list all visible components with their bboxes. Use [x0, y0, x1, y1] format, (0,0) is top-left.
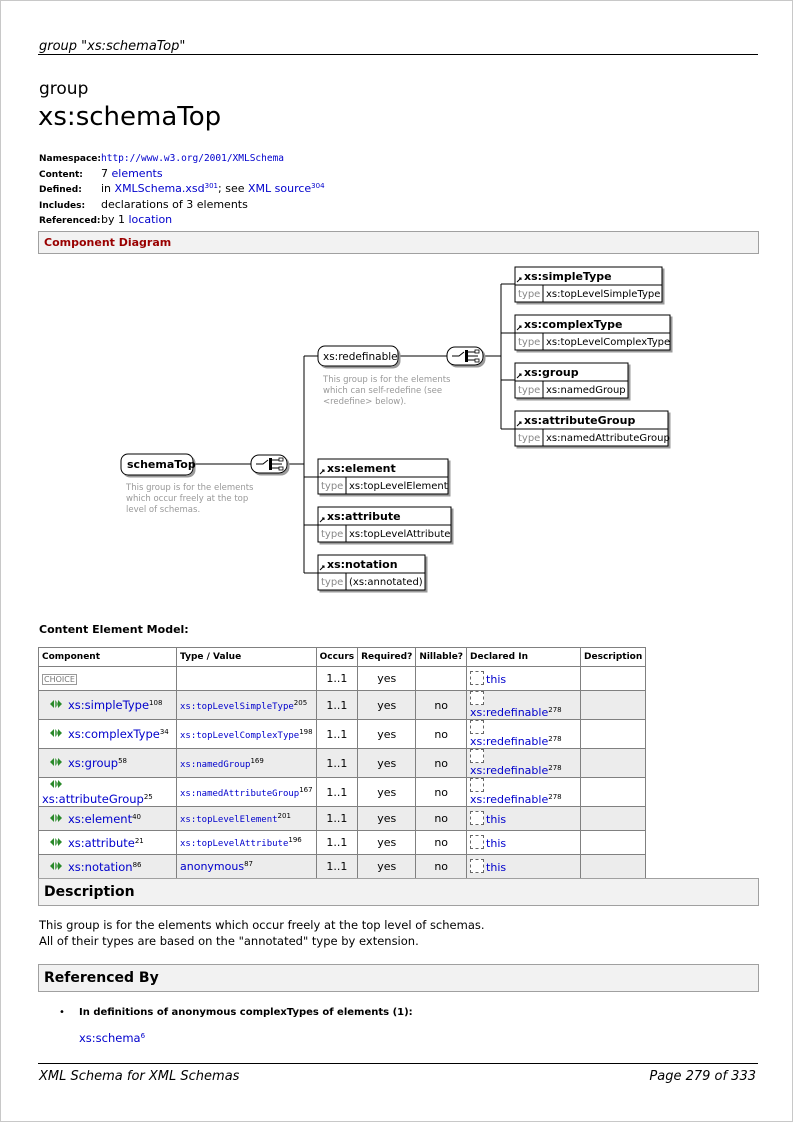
type-link[interactable]: anonymous	[180, 860, 245, 873]
component-diagram-heading: Component Diagram	[44, 236, 172, 249]
location-link[interactable]: location	[128, 213, 173, 226]
svg-text:<redefine> below).: <redefine> below).	[323, 397, 407, 407]
required-cell: yes	[358, 749, 416, 778]
nillable-cell: no	[416, 749, 467, 778]
required-cell: yes	[358, 691, 416, 720]
page-title: xs:schemaTop	[38, 102, 222, 132]
description-cell	[581, 855, 646, 879]
referenced-label: Referenced:	[39, 216, 101, 226]
component-link[interactable]: xs:attribute	[68, 835, 135, 850]
node-name: xs:group	[524, 366, 579, 379]
node-type-label: type	[321, 577, 344, 588]
diagram-element-node	[318, 459, 448, 494]
occurs-cell: 1..1	[316, 691, 358, 720]
declared-in-link[interactable]: xs:redefinable	[470, 793, 549, 806]
component-link[interactable]: xs:attributeGroup	[42, 791, 144, 806]
schemaTop-node	[121, 454, 254, 515]
diagram-element-node	[515, 363, 628, 398]
namespace-link[interactable]: http://www.w3.org/2001/XMLSchema	[101, 153, 285, 164]
footer-right: Page 279 of 333	[649, 1069, 756, 1084]
defined-file-link[interactable]: XMLSchema.xsd$^{301}$	[114, 182, 219, 195]
declared-in-icon	[470, 811, 484, 825]
referenced-by-bar	[38, 964, 759, 992]
type-link[interactable]: xs:topLevelComplexType	[180, 730, 300, 741]
node-type-value: xs:topLevelElement	[349, 481, 448, 492]
required-cell: yes	[358, 667, 416, 691]
content-model-table	[38, 647, 646, 879]
content-label: Content:	[39, 169, 83, 180]
col-occurs: Occurs	[316, 648, 358, 667]
nillable-cell: no	[416, 691, 467, 720]
element-ref-icon	[50, 729, 64, 738]
description-text	[39, 917, 485, 949]
svg-text:which occur freely at the top: which occur freely at the top	[126, 494, 249, 504]
xml-source-link[interactable]: XML source$^{304}$	[247, 182, 325, 195]
declared-in-link[interactable]: this	[486, 673, 507, 686]
component-link[interactable]: xs:complexType	[68, 727, 160, 741]
namespace-label: Namespace:	[39, 154, 101, 164]
table-header-row	[39, 648, 646, 667]
component-link[interactable]: xs:notation	[68, 859, 133, 874]
referenced-category: In definitions of anonymous complexTypes of elements (1):	[79, 1007, 413, 1018]
nillable-cell: no	[416, 855, 467, 879]
declared-in-icon	[470, 671, 484, 685]
table-row: xs:simpleType$^{108}$ xs:topLevelSimpleType$^{205}$ 1..1 yes no xs:redefinable$^{278}$	[39, 691, 646, 720]
node-name: xs:simpleType	[524, 270, 612, 283]
svg-text:level of schemas.: level of schemas.	[126, 505, 201, 515]
table-row: xs:group$^{58}$ xs:namedGroup$^{169}$ 1..1 yes no xs:redefinable$^{278}$	[39, 749, 646, 778]
includes-label: Includes:	[39, 200, 86, 211]
declared-in-link[interactable]: xs:redefinable	[470, 735, 549, 748]
component-link[interactable]: xs:group	[68, 756, 119, 770]
includes-value: declarations of 3 elements	[101, 197, 248, 211]
type-link[interactable]: xs:topLevelAttribute	[180, 839, 289, 849]
component-diagram	[1, 256, 792, 616]
occurs-cell: 1..1	[316, 749, 358, 778]
referenced-item[interactable]: xs:schema$^6$	[79, 1031, 146, 1045]
header-rule	[38, 54, 758, 55]
nillable-cell: no	[416, 778, 467, 807]
col-component: Component	[39, 648, 177, 667]
footer-left: XML Schema for XML Schemas	[39, 1069, 240, 1084]
node-name: xs:notation	[327, 558, 398, 571]
component-link[interactable]: xs:element	[68, 811, 133, 826]
col-type: Type / Value	[177, 648, 317, 667]
node-name: xs:attribute	[327, 510, 401, 523]
footer-rule	[38, 1063, 758, 1064]
description-line: This group is for the elements which occur freely at the top level of schemas.	[39, 918, 485, 932]
node-type-value: xs:topLevelComplexType	[546, 337, 671, 348]
diagram-element-node	[515, 267, 662, 302]
bullet: •	[59, 1007, 65, 1018]
node-type-label: type	[518, 337, 541, 348]
type-link[interactable]: xs:namedGroup	[180, 759, 251, 770]
occurs-cell: 1..1	[316, 831, 358, 855]
declared-in-icon	[470, 720, 484, 734]
defined-label: Defined:	[39, 185, 82, 195]
required-cell: yes	[358, 855, 416, 879]
table-row: xs:attribute$^{21}$ xs:topLevelAttribute$^{196}$ 1..1 yes no this	[39, 831, 646, 855]
svg-text:xs:redefinable: xs:redefinable	[323, 351, 398, 363]
node-name: xs:attributeGroup	[524, 414, 636, 427]
meta-block	[39, 151, 325, 229]
node-type-value: xs:namedAttributeGroup	[546, 433, 670, 444]
element-ref-icon	[50, 758, 64, 767]
defined-sep: ; see	[218, 182, 245, 195]
element-ref-icon	[50, 780, 64, 789]
component-kind: group	[39, 79, 89, 99]
declared-in-icon	[470, 749, 484, 763]
col-description: Description	[581, 648, 646, 667]
required-cell: yes	[358, 778, 416, 807]
occurs-cell: 1..1	[316, 667, 358, 691]
table-row: xs:notation$^{86}$ anonymous$^{87}$ 1..1 yes no this	[39, 855, 646, 879]
diagram-element-node	[318, 507, 451, 542]
referenced-count: by 1	[101, 213, 125, 226]
diagram-element-node	[515, 315, 670, 350]
description-cell	[581, 691, 646, 720]
node-type-label: type	[518, 289, 541, 300]
type-link[interactable]: xs:topLevelSimpleType	[180, 701, 294, 712]
description-cell	[581, 720, 646, 749]
occurs-cell: 1..1	[316, 720, 358, 749]
occurs-cell: 1..1	[316, 778, 358, 807]
table-row: xs:element$^{40}$ xs:topLevelElement$^{201}$ 1..1 yes no this	[39, 807, 646, 831]
content-model-heading: Content Element Model:	[39, 623, 189, 636]
choice-compositor-icon	[251, 455, 287, 473]
element-ref-icon	[50, 862, 64, 871]
occurs-cell: 1..1	[316, 807, 358, 831]
required-cell: yes	[358, 807, 416, 831]
node-name: xs:element	[327, 462, 396, 475]
declared-in-icon	[470, 859, 484, 873]
component-link[interactable]: xs:simpleType	[68, 698, 150, 712]
element-ref-icon	[50, 700, 64, 709]
content-count: 7	[101, 166, 108, 180]
svg-text:schemaTop: schemaTop	[127, 458, 196, 471]
svg-text:This group is for the elements: This group is for the elements	[126, 483, 254, 493]
diagram-element-node	[515, 411, 670, 446]
component-diagram-bar	[38, 231, 759, 254]
declared-in-link[interactable]: this	[486, 837, 507, 850]
occurs-cell: 1..1	[316, 855, 358, 879]
col-nillable: Nillable?	[416, 648, 467, 667]
declared-in-link[interactable]: this	[486, 813, 507, 826]
description-bar	[38, 878, 759, 906]
element-ref-icon	[50, 814, 64, 823]
table-row: xs:attributeGroup$^{25}$ xs:namedAttributeGroup$^{167}$ 1..1 yes no xs:redefinable$^{278}$	[39, 778, 646, 807]
declared-in-link[interactable]: this	[486, 861, 507, 874]
diagram-element-node	[318, 555, 425, 590]
description-cell	[581, 831, 646, 855]
node-type-label: type	[321, 529, 344, 540]
referenced-by-heading: Referenced By	[44, 970, 159, 986]
node-type-value: (xs:annotated)	[349, 577, 423, 588]
nillable-cell: no	[416, 831, 467, 855]
declared-in-link[interactable]: xs:redefinable	[470, 706, 549, 719]
choice-label: CHOICE	[44, 675, 75, 684]
nillable-cell: no	[416, 720, 467, 749]
table-row: xs:complexType$^{34}$ xs:topLevelComplexType$^{198}$ 1..1 yes no xs:redefinable$^{278}$	[39, 720, 646, 749]
declared-in-link[interactable]: xs:redefinable	[470, 764, 549, 777]
declared-in-icon	[470, 778, 484, 792]
description-line: All of their types are based on the "annotated" type by extension.	[39, 934, 419, 948]
type-link[interactable]: xs:namedAttributeGroup	[180, 788, 300, 799]
required-cell: yes	[358, 831, 416, 855]
required-cell: yes	[358, 720, 416, 749]
choice-compositor-icon	[447, 347, 483, 365]
table-row	[39, 667, 646, 691]
node-name: xs:complexType	[524, 318, 623, 331]
description-heading: Description	[44, 884, 135, 900]
element-ref-icon	[50, 838, 64, 847]
node-type-value: xs:namedGroup	[546, 385, 626, 396]
declared-in-icon	[470, 835, 484, 849]
col-declared: Declared In	[467, 648, 581, 667]
node-type-label: type	[518, 385, 541, 396]
node-type-label: type	[518, 433, 541, 444]
svg-text:This group is for the elements: This group is for the elements	[323, 375, 451, 385]
node-type-label: type	[321, 481, 344, 492]
running-header: group "xs:schemaTop"	[39, 39, 186, 54]
description-cell	[581, 778, 646, 807]
nillable-cell: no	[416, 807, 467, 831]
col-required: Required?	[358, 648, 416, 667]
svg-text:which can self-redefine (see: which can self-redefine (see	[323, 386, 443, 396]
elements-link[interactable]: elements	[111, 166, 163, 180]
node-type-value: xs:topLevelAttribute	[349, 529, 451, 540]
description-cell	[581, 807, 646, 831]
declared-in-icon	[470, 691, 484, 705]
redefinable-node	[318, 346, 451, 407]
defined-in: in	[101, 182, 112, 195]
type-link[interactable]: xs:topLevelElement	[180, 815, 278, 825]
description-cell	[581, 749, 646, 778]
node-type-value: xs:topLevelSimpleType	[546, 289, 661, 300]
